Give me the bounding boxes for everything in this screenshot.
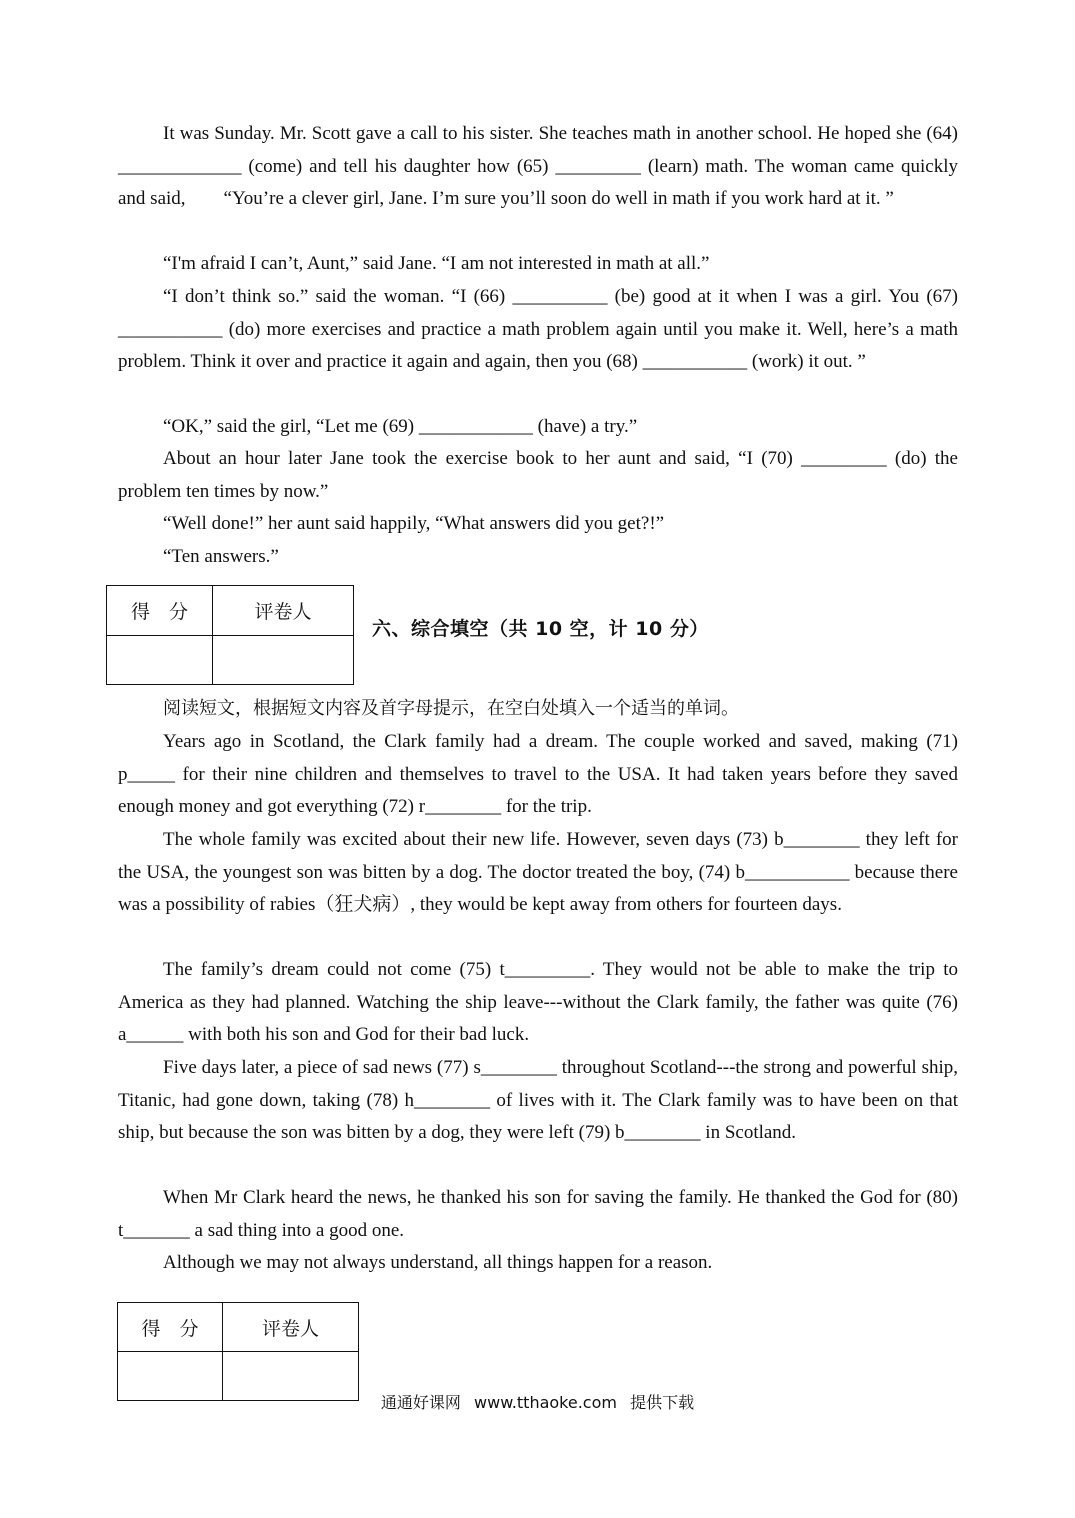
section-title: 六、综合填空（共 10 空，计 10 分） (372, 618, 709, 640)
story2-paragraph-5: When Mr Clark heard the news, he thanked his son for saving the family. He thanked the God for (80) t_______ a sad thing into a good one. (118, 1187, 958, 1241)
grader-label: 评卷人 (223, 1303, 359, 1352)
story2-paragraph-6: Although we may not always understand, all things happen for a reason. (163, 1252, 713, 1273)
grader-cell (213, 636, 354, 685)
story2-paragraph-2: The whole family was excited about their new life. However, seven days (73) b________ they left for the USA, the youngest son was bitten by a dog. The doctor treated the boy, (74) b___________ because there was a possibility of rabies（狂犬病）, they would be kept away from others for fourteen days. (118, 829, 958, 915)
score-table-section6 (106, 585, 354, 685)
score-label: 得 分 (118, 1303, 223, 1352)
story1-paragraph-7: “Ten answers.” (163, 546, 279, 567)
grader-label: 评卷人 (213, 586, 354, 636)
footer (0, 1390, 1075, 1413)
story1-paragraph-4: “OK,” said the girl, “Let me (69) ____________ (have) a try.” (163, 416, 638, 437)
story1-paragraph-6: “Well done!” her aunt said happily, “What answers did you get?!” (163, 513, 665, 534)
story1-paragraph-5: About an hour later Jane took the exercise book to her aunt and said, “I (70) _________ (do) the problem ten times by now.” (118, 448, 958, 502)
score-table-section7 (117, 1302, 359, 1401)
story1-paragraph-3: “I don’t think so.” said the woman. “I (66) __________ (be) good at it when I was a girl. You (67) ___________ (do) more exercises and practice a math problem again until you make it. Well, here’s a math problem. Think it over and practice it again and again, then you (68) ___________ (work) it out. ” (118, 286, 958, 372)
score-cell (107, 636, 213, 685)
footer-url: www.tthaoke.com (474, 1393, 617, 1412)
story1-paragraph-1: It was Sunday. Mr. Scott gave a call to his sister. She teaches math in another school. He hoped she (64) _____________ (come) and tell his daughter how (65) _________ (learn) math. The woman came quickly and said, “You’re a clever girl, Jane. I’m sure you’ll soon do well in math if you work hard at it. ” (118, 123, 958, 209)
story2-paragraph-4: Five days later, a piece of sad news (77) s________ throughout Scotland---the strong and powerful ship, Titanic, had gone down, taking (78) h________ of lives with it. The Clark family was to have been on that ship, but because the son was bitten by a dog, they were left (79) b________ in Scotland. (118, 1057, 958, 1143)
footer-suffix: 提供下载 (630, 1393, 695, 1412)
footer-site-name: 通通好课网 (380, 1393, 461, 1412)
story2-paragraph-1: Years ago in Scotland, the Clark family had a dream. The couple worked and saved, making (71) p_____ for their nine children and themselves to travel to the USA. It had taken years before they saved enough money and got everything (72) r________ for the trip. (118, 731, 958, 817)
story2-paragraph-3: The family’s dream could not come (75) t_________. They would not be able to make the trip to America as they had planned. Watching the ship leave---without the Clark family, the father was quite (76) a______ with both his son and God for their bad luck. (118, 959, 958, 1045)
section-instruction: 阅读短文，根据短文内容及首字母提示，在空白处填入一个适当的单词。 (163, 698, 739, 719)
score-label: 得 分 (107, 586, 213, 636)
story1-paragraph-2: “I'm afraid I can’t, Aunt,” said Jane. “I am not interested in math at all.” (163, 253, 710, 274)
